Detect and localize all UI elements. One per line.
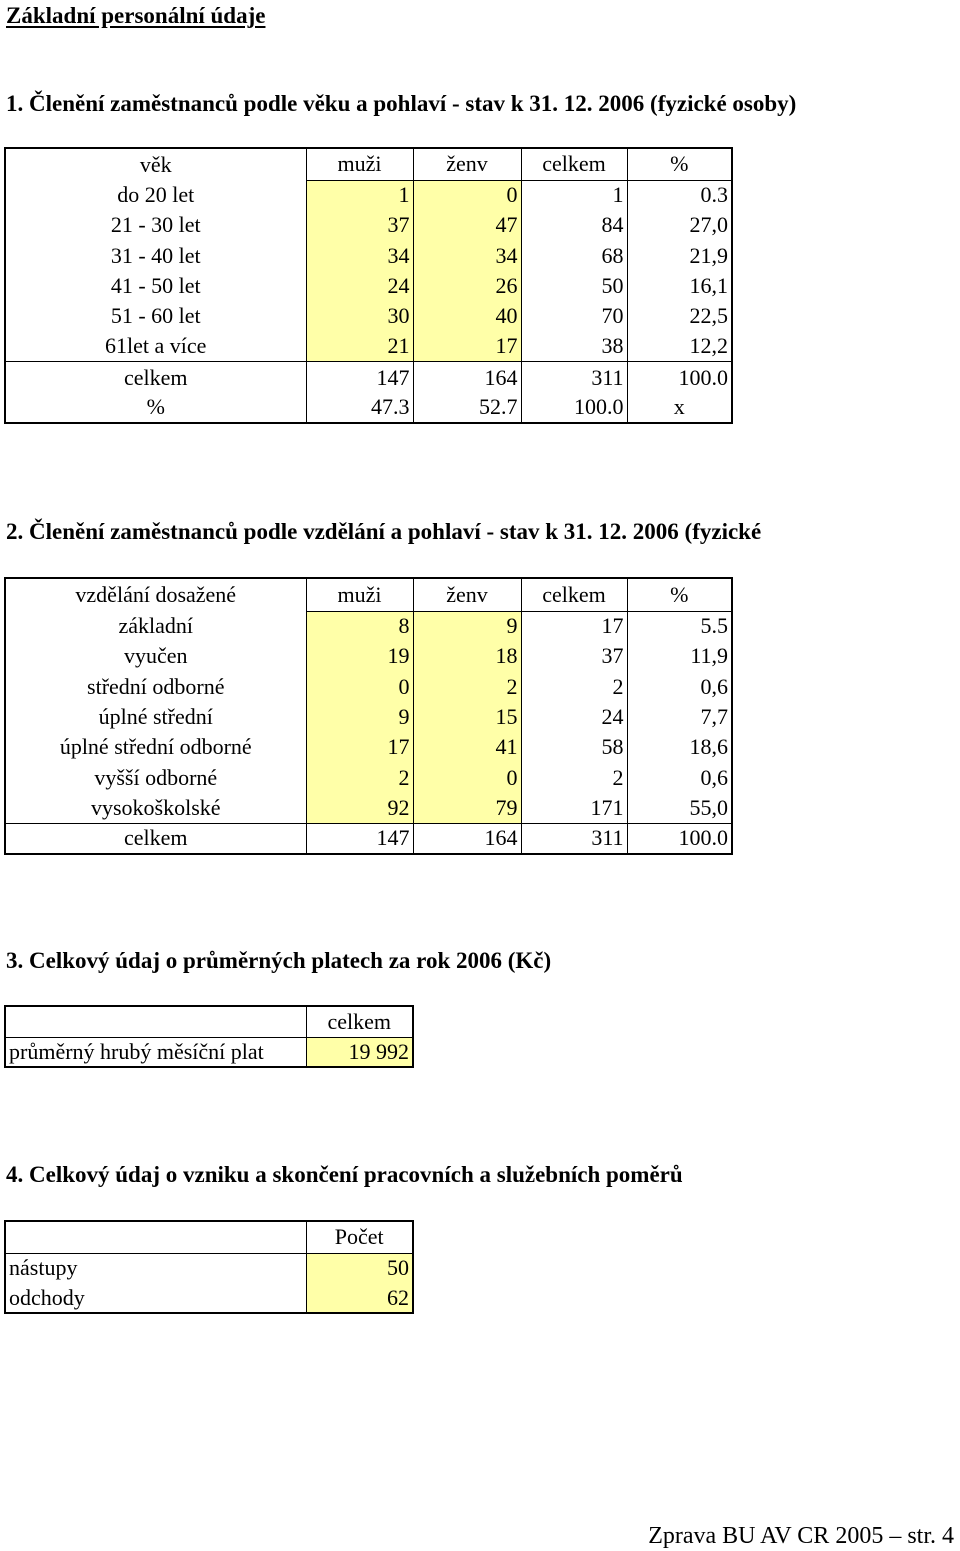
hires-row-label: nástupy [5,1253,306,1283]
section2-data-row-cell: 11,9 [627,641,732,671]
section2-data-row-cell: 79 [413,793,521,823]
hires-row [5,1253,413,1283]
section2-data-row-cell: 41 [413,732,521,762]
section2-data-row-cell: úplné střední odborné [59,734,252,760]
section2-data-row-cell: 17 [306,732,413,762]
section1-data-row-cell: 21 [306,331,413,361]
section1-data-row-cell: 34 [413,241,521,271]
hires-header-empty [5,1221,306,1253]
section1-header-row-cell: muži [306,148,413,180]
hires-departures-table [4,1220,414,1314]
departures-row-label: odchody [9,1284,85,1310]
section2-data-row-cell: 24 [521,702,627,732]
section2-data-row-cell: 0,6 [627,762,732,792]
section1-data-row [5,301,732,331]
departures-row-value: 62 [306,1283,413,1313]
section1-data-row [5,241,732,271]
section1-header-row-cell: věk [139,151,172,177]
salary-header-row [5,1006,413,1037]
section2-data-row-cell: 171 [521,793,627,823]
section3-title: 3. Celkový údaj o průměrných platech za rok 2006 (Kč) [6,948,552,973]
section2-data-row-cell: 18,6 [627,732,732,762]
section1-data-row-cell: 47 [413,210,521,240]
section1-percent-row-cell: % [146,394,165,420]
section2-data-row-cell: 0 [413,762,521,792]
section1-header-row [5,148,732,180]
section1-data-row [5,210,732,240]
age-gender-table [4,147,733,424]
section1-percent-row-cell: x [627,393,732,423]
section2-data-row-cell: 17 [521,611,627,641]
salary-row-label: průměrný hrubý měsíční plat [5,1037,306,1067]
section2-data-row-cell: 2 [521,762,627,792]
section2-data-row-cell: 2 [306,762,413,792]
section1-data-row-cell: 61let a více [105,333,207,359]
section1-header-row-cell: ženv [413,148,521,180]
section1-data-row-cell: 16,1 [627,271,732,301]
page-title: Základní personální údaje [6,3,266,28]
section1-data-row-cell: 17 [413,331,521,361]
section2-data-row-cell: 7,7 [627,702,732,732]
section1-data-row-cell: 37 [306,210,413,240]
section1-total-row-cell: 164 [413,362,521,393]
section2-data-row-cell: 2 [413,672,521,702]
hires-header-row [5,1221,413,1253]
section2-total-row-cell: 100.0 [627,823,732,854]
section2-data-row [5,732,732,762]
section2-data-row-cell: 19 [306,641,413,671]
section1-data-row-cell: 1 [521,180,627,210]
section1-data-row-cell: 34 [306,241,413,271]
section2-title: 2. Členění zaměstnanců podle vzdělání a pohlaví - stav k 31. 12. 2006 (fyzické [6,519,762,544]
section2-header-row-cell: muži [306,578,413,611]
section2-total-row-cell: 147 [306,823,413,854]
section1-data-row-cell: 0 [413,180,521,210]
section2-data-row-cell: střední odborné [87,673,225,699]
section2-data-row-cell: úplné střední [98,704,213,730]
salary-header-empty [5,1006,306,1037]
section1-data-row-cell: 24 [306,271,413,301]
section2-data-row-cell: 37 [521,641,627,671]
section2-data-row [5,702,732,732]
section1-percent-row [5,393,732,423]
section1-total-row-cell: celkem [5,362,306,393]
salary-header-celkem: celkem [306,1006,413,1037]
section1-header-row-cell: celkem [521,148,627,180]
section1-header-row-cell: % [627,148,732,180]
salary-row-value: 19 992 [306,1037,413,1067]
section1-data-row-cell: 84 [521,210,627,240]
section2-data-row-cell: 0,6 [627,672,732,702]
section1-data-row-cell: do 20 let [117,182,195,208]
section1-data-row-cell: 12,2 [627,331,732,361]
page-footer: Zprava BU AV CR 2005 – str. 4 [648,1523,954,1549]
section2-total-row-cell: celkem [5,823,306,854]
section2-header-row-cell: % [627,578,732,611]
section1-percent-row-cell: 100.0 [521,393,627,423]
section2-data-row [5,641,732,671]
section1-total-row-cell: 147 [306,362,413,393]
section2-data-row-cell: 2 [521,672,627,702]
section1-data-row [5,271,732,301]
hires-header-pocet: Počet [306,1221,413,1253]
section1-data-row-cell: 70 [521,301,627,331]
section2-data-row-cell: vysokoškolské [90,794,221,820]
section2-data-row [5,611,732,641]
section1-title: 1. Členění zaměstnanců podle věku a pohlaví - stav k 31. 12. 2006 (fyzické osoby) [6,91,797,116]
section1-total-row-cell: 100.0 [627,362,732,393]
section1-data-row-cell: 0.3 [627,180,732,210]
section1-data-row [5,180,732,210]
section1-data-row-cell: 21 - 30 let [110,212,201,238]
salary-row [5,1037,413,1067]
departures-row [5,1283,413,1313]
section1-total-row-cell: 311 [521,362,627,393]
average-salary-table [4,1005,414,1068]
section1-data-row-cell: 41 - 50 let [110,273,201,299]
education-gender-table [4,577,733,855]
section2-data-row [5,793,732,823]
section2-data-row-cell: 8 [306,611,413,641]
section1-data-row-cell: 51 - 60 let [110,303,201,329]
section2-data-row-cell: vyučen [123,643,188,669]
section1-data-row-cell: 50 [521,271,627,301]
section2-data-row-cell: 55,0 [627,793,732,823]
section2-data-row-cell: 15 [413,702,521,732]
section2-data-row-cell: základní [118,613,194,639]
section1-data-row-cell: 68 [521,241,627,271]
section1-total-row [5,362,732,393]
section2-data-row-cell: 0 [306,672,413,702]
section2-data-row-cell: vyšší odborné [94,764,218,790]
section1-percent-row-cell: 47.3 [306,393,413,423]
section1-data-row-cell: 38 [521,331,627,361]
section2-header-row-cell: vzdělání dosažené [75,582,237,607]
section2-header-row-cell: celkem [521,578,627,611]
section1-data-row-cell: 21,9 [627,241,732,271]
section1-data-row-cell: 22,5 [627,301,732,331]
section2-header-row-cell: ženv [413,578,521,611]
section2-data-row-cell: 9 [413,611,521,641]
section2-data-row [5,762,732,792]
section1-data-row-cell: 31 - 40 let [110,242,201,268]
section1-data-row-cell: 26 [413,271,521,301]
section1-data-row [5,331,732,361]
section2-data-row [5,672,732,702]
section1-data-row-cell: 27,0 [627,210,732,240]
section2-data-row-cell: 9 [306,702,413,732]
hires-row-value: 50 [306,1253,413,1283]
section4-title: 4. Celkový údaj o vzniku a skončení pracovních a služebních poměrů [6,1162,683,1187]
section2-data-row-cell: 92 [306,793,413,823]
section2-total-row [5,823,732,854]
section2-total-row-cell: 164 [413,823,521,854]
section2-data-row-cell: 5.5 [627,611,732,641]
section2-data-row-cell: 18 [413,641,521,671]
section1-data-row-cell: 1 [306,180,413,210]
section1-data-row-cell: 30 [306,301,413,331]
section1-percent-row-cell: 52.7 [413,393,521,423]
section2-data-row-cell: 58 [521,732,627,762]
section2-total-row-cell: 311 [521,823,627,854]
section1-data-row-cell: 40 [413,301,521,331]
section2-header-row [5,578,732,611]
